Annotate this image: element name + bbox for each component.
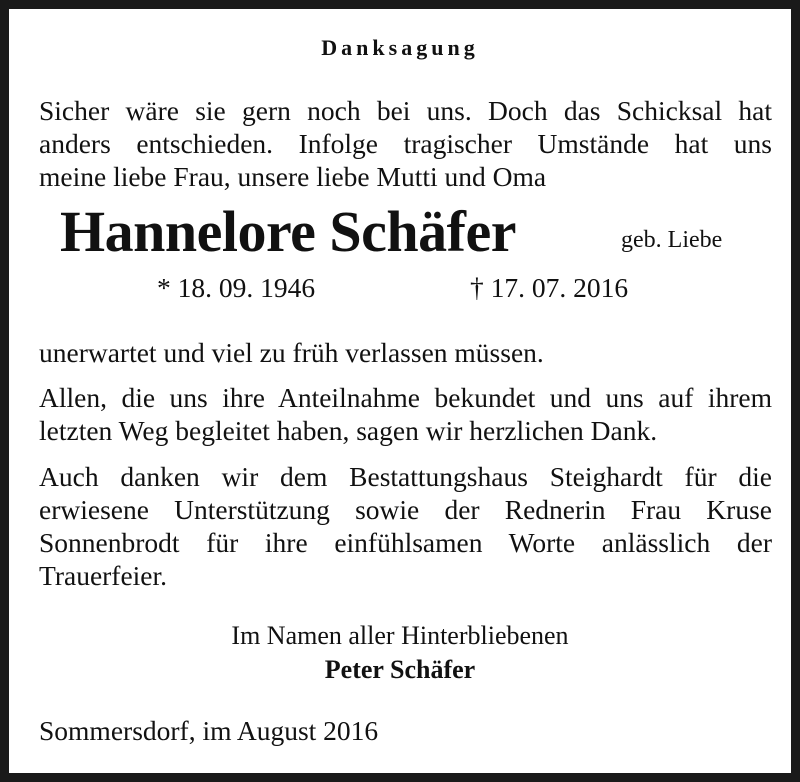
funeral-thanks-line-1: Auch danken wir dem Bestattungshaus Steighardt für die (39, 461, 772, 492)
intro-line-2: anders entschieden. Infolge tragischer Umstände hat uns (39, 128, 772, 159)
place-and-date: Sommersdorf, im August 2016 (39, 715, 379, 746)
funeral-thanks-line-2: erwiesene Unterstützung sowie der Rednerin Frau Kruse (39, 494, 772, 525)
funeral-thanks-line-4: Trauerfeier. (39, 560, 168, 591)
intro-line-1: Sicher wäre sie gern noch bei uns. Doch das Schicksal hat (39, 95, 772, 126)
deceased-name: Hannelore Schäfer (60, 199, 516, 264)
signature-intro: Im Namen aller Hinterbliebenen (231, 621, 569, 650)
birth-date: * 18. 09. 1946 (157, 272, 316, 303)
thanks-line-1: Allen, die uns ihre Anteilnahme bekundet und uns auf ihrem (39, 382, 772, 413)
thanks-line-2: letzten Weg begleitet haben, sagen wir herzlichen Dank. (39, 415, 658, 446)
signature-name: Peter Schäfer (324, 655, 476, 684)
death-date: † 17. 07. 2016 (470, 272, 629, 303)
intro-line-3: meine liebe Frau, unsere liebe Mutti und Oma (39, 161, 547, 192)
notice-heading: Danksagung (321, 35, 479, 60)
deceased-maiden-name: geb. Liebe (621, 227, 723, 253)
funeral-thanks-line-3: Sonnenbrodt für ihre einfühlsamen Worte anlässlich der (39, 527, 772, 558)
after-name-line: unerwartet und viel zu früh verlassen müssen. (39, 337, 544, 368)
